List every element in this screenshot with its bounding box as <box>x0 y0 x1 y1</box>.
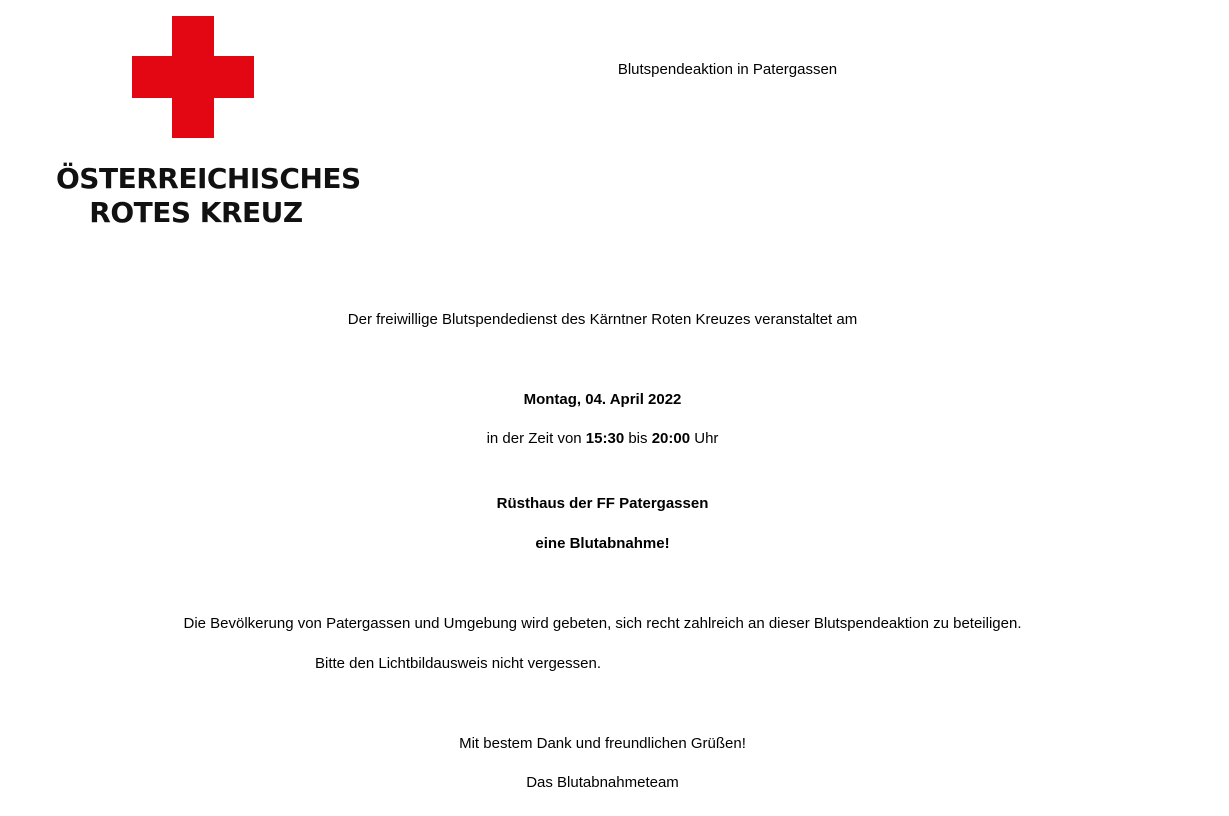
red-cross-icon <box>132 16 254 138</box>
reminder-text: Bitte den Lichtbildausweis nicht vergessen. <box>315 655 601 672</box>
signature: Das Blutabnahmeteam <box>526 774 679 791</box>
page-title: Blutspendeaktion in Patergassen <box>617 61 838 78</box>
closing-text: Mit bestem Dank und freundlichen Grüßen! <box>459 735 746 752</box>
organization-name-line2: ROTES KREUZ <box>89 196 303 229</box>
time-suffix: Uhr <box>694 430 719 447</box>
event-location: Rüsthaus der FF Patergassen <box>496 495 709 512</box>
intro-text: Der freiwillige Blutspendedienst des Kärntner Roten Kreuzes veranstaltet am <box>347 311 858 328</box>
event-date: Montag, 04. April 2022 <box>523 391 682 408</box>
time-start: 15:30 <box>585 430 625 447</box>
organization-name <box>56 162 361 230</box>
time-middle: bis <box>628 430 648 447</box>
time-prefix: in der Zeit von <box>486 430 582 447</box>
organization-name-line1: ÖSTERREICHISCHES <box>56 162 361 195</box>
appeal-text: Die Bevölkerung von Patergassen und Umgebung wird gebeten, sich recht zahlreich an dieser Blutspendeaktion zu beteiligen. <box>183 615 1022 632</box>
time-end: 20:00 <box>651 430 691 447</box>
event-type: eine Blutabnahme! <box>535 535 670 552</box>
event-time <box>0 429 1205 449</box>
red-cross-logo <box>56 16 361 231</box>
